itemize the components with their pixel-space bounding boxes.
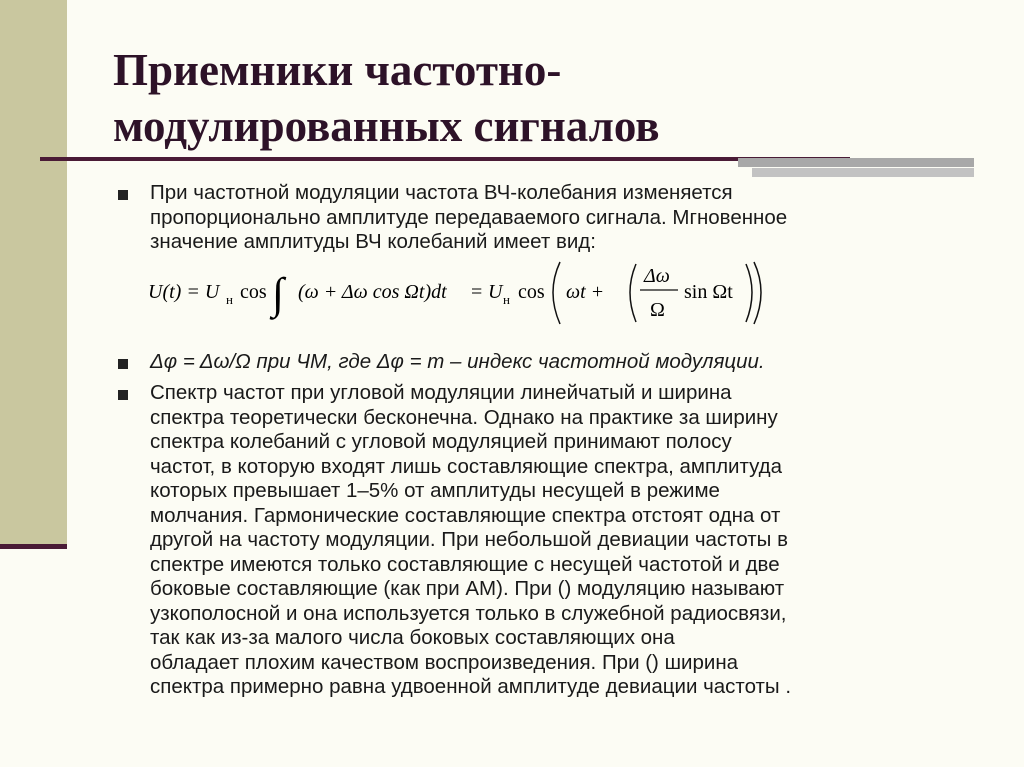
bullet-marker [118,190,128,200]
text-line: значение амплитуды ВЧ колебаний имеет вид: [150,230,596,253]
text-line: спектра теоретически бесконечна. Однако на практике за ширину [150,405,778,429]
text-line: При частотной модуляции частота ВЧ-колебания изменяется [150,181,733,204]
paren-inner-close [746,264,752,322]
bullet-text-1 [150,181,970,255]
slide-title [113,42,973,154]
formula-sin: sin Ωt [684,281,733,303]
paren-big-open [553,262,560,324]
title-underline-shadow [738,158,974,167]
formula-rhs-u: U [488,281,503,303]
text-line: спектра колебаний с угловой модуляцией принимают полосу [150,430,732,453]
fraction-numerator: Δω [644,265,670,287]
title-underline-shadow-lower [752,168,974,177]
title-line-1: Приемники частотно- [113,45,562,95]
formula-eq: = [471,281,483,303]
left-decor-bar [0,0,67,548]
text-line: Δφ = Δω/Ω при ЧМ, где Δφ = m – индекс частотной модуляции. [150,350,765,373]
formula-sub: н [226,292,233,307]
formula-lhs: U(t) = U [148,281,220,303]
text-line: спектра примерно равна удвоенной амплитуде девиации частоты . [150,675,792,698]
text-line: узкополосной и она используется только в служебной радиосвязи, [150,601,787,625]
paren-inner-open [630,264,636,322]
integral-sign: ∫ [272,269,285,318]
formula-rhs-cos: cos [518,281,545,303]
paren-big-close [754,262,761,324]
formula-integrand: (ω + Δω cos Ωt)dt [298,281,447,303]
title-line-2: модулированных сигналов [113,101,660,151]
text-line: Спектр частот при угловой модуляции линейчатый и ширина [150,381,732,404]
bullet-text-2 [150,350,970,375]
formula-omega-t: ωt + [566,281,605,303]
text-line: другой на частоту модуляции. При небольшой девиации частоты в [150,528,788,551]
formula-rhs-sub: н [503,292,510,307]
text-line: которых превышает 1–5% от амплитуды несущей в режиме [150,479,720,502]
left-decor-line [0,544,67,549]
text-line: спектре имеются только составляющие с несущей частотой и две [150,552,780,576]
text-line: частот, в которую входят лишь составляющие спектра, амплитуда [150,454,783,478]
text-line: так как из-за малого числа боковых составляющих она [150,626,675,649]
bullet-marker [118,359,128,369]
text-line: боковые составляющие (как при АМ). При () модуляцию называют [150,577,785,600]
text-line: пропорционально амплитуде передаваемого сигнала. Мгновенное [150,205,788,229]
bullet-marker [118,390,128,400]
formula-cos: cos [240,281,267,303]
text-line: обладает плохим качеством воспроизведения. При () ширина [150,650,739,674]
text-line: молчания. Гармонические составляющие спектра отстоят одна от [150,503,781,527]
bullet-text-3 [150,381,970,700]
fraction-denominator: Ω [650,299,665,321]
fm-formula [148,258,788,328]
title-underline [40,157,850,161]
